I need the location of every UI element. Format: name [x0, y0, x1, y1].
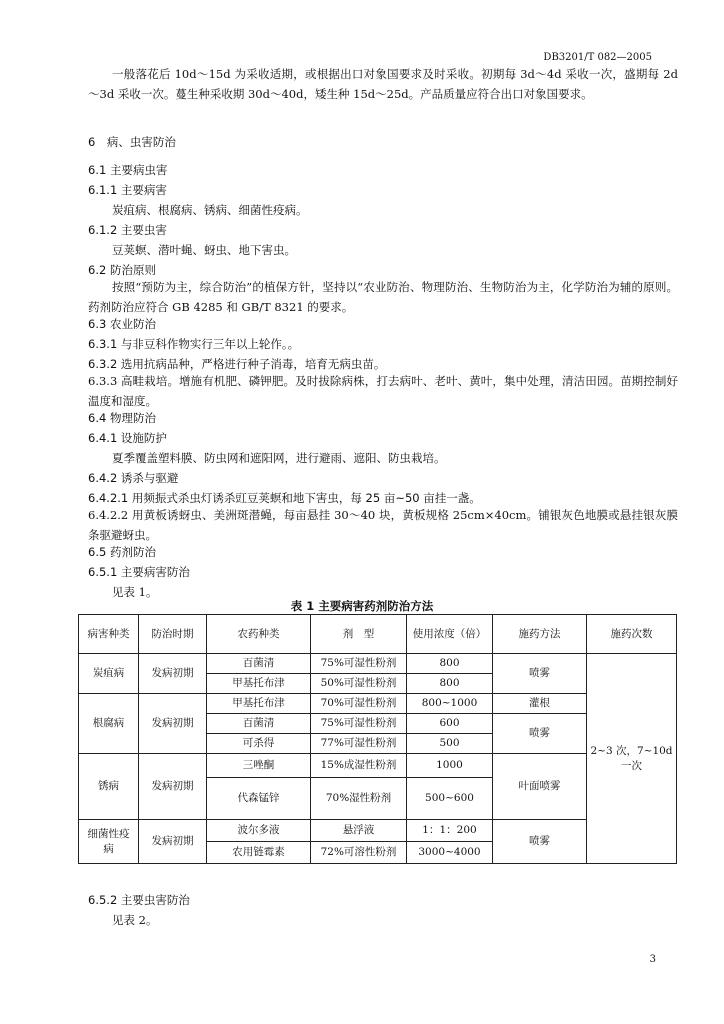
cell-form: 72%可溶性粉剂 — [311, 842, 407, 864]
cell-form: 70%湿性粉剂 — [311, 778, 407, 820]
cell-pesticide: 农用链霉素 — [207, 842, 311, 864]
section-6-2-title: 6.2 防治原则 — [88, 263, 156, 277]
document-id: DB3201/T 082—2005 — [543, 52, 652, 63]
section-6-1-2-text: 豆荚螟、潜叶蝇、蚜虫、地下害虫。 — [112, 243, 296, 257]
table-header-row — [79, 615, 677, 654]
table-1 — [78, 614, 677, 864]
cell-concentration: 1：1：200 — [407, 820, 493, 842]
table-row — [79, 654, 677, 674]
cell-method: 喷雾 — [493, 714, 587, 754]
section-6-3-1-text: 6.3.1 与非豆科作物实行三年以上轮作。。 — [88, 337, 300, 351]
header-period: 防治时期 — [139, 615, 207, 654]
section-6-4-2-title: 6.4.2 诱杀与驱避 — [88, 471, 179, 485]
header-disease: 病害种类 — [79, 615, 139, 654]
cell-form: 50%可湿性粉剂 — [311, 674, 407, 694]
cell-period: 发病初期 — [139, 654, 207, 694]
cell-times: 2~3 次，7~10d 一次 — [587, 654, 677, 864]
cell-concentration: 3000~4000 — [407, 842, 493, 864]
cell-method: 喷雾 — [493, 820, 587, 864]
cell-concentration: 800 — [407, 654, 493, 674]
cell-method: 喷雾 — [493, 654, 587, 694]
section-6-2-text: 按照“预防为主，综合防治”的植保方针，坚持以“农业防治、物理防治、生物防治为主，化学防治为辅的原则。药剂防治应符合 GB 4285 和 GB/T 8321 的要求。 — [88, 280, 678, 314]
cell-form: 70%可湿性粉剂 — [311, 694, 407, 714]
harvest-paragraph: 一般落花后 10d～15d 为采收适期，或根据出口对象国要求及时采收。初期每 3d～4d 采收一次，盛期每 2d～3d 采收一次。蔓生种采收期 30d～40d，矮生种 15d～25d。产品质量应符合出口对象国要求。 — [88, 67, 678, 101]
section-6-3-3-text: 6.3.3 高畦栽培。增施有机肥、磷钾肥。及时拔除病株，打去病叶、老叶、黄叶，集中处理，清洁田园。苗期控制好温度和湿度。 — [88, 374, 678, 408]
section-6-4-title: 6.4 物理防治 — [88, 411, 156, 425]
cell-disease: 锈病 — [79, 754, 139, 820]
cell-period: 发病初期 — [139, 694, 207, 754]
cell-form: 77%可湿性粉剂 — [311, 734, 407, 754]
cell-concentration: 500~600 — [407, 778, 493, 820]
cell-form: 75%可湿性粉剂 — [311, 714, 407, 734]
cell-form: 悬浮液 — [311, 820, 407, 842]
cell-form: 75%可湿性粉剂 — [311, 654, 407, 674]
cell-pesticide: 三唑酮 — [207, 754, 311, 778]
section-6-4-2-1-text: 6.4.2.1 用频振式杀虫灯诱杀豇豆荚螟和地下害虫，每 25 亩~50 亩挂一盏。 — [88, 491, 481, 505]
section-6-title: 6 病、虫害防治 — [88, 135, 176, 149]
header-form: 剂 型 — [311, 615, 407, 654]
section-6-1-title: 6.1 主要病虫害 — [88, 163, 168, 177]
section-6-5-1-text: 见表 1。 — [112, 585, 158, 599]
cell-concentration: 800 — [407, 674, 493, 694]
section-6-5-1-title: 6.5.1 主要病害防治 — [88, 565, 190, 579]
header-concentration: 使用浓度（倍） — [407, 615, 493, 654]
section-6-1-2-title: 6.1.2 主要虫害 — [88, 223, 167, 237]
section-6-5-title: 6.5 药剂防治 — [88, 545, 156, 559]
page-number: 3 — [649, 954, 656, 965]
cell-disease: 炭疽病 — [79, 654, 139, 694]
cell-pesticide: 代森锰锌 — [207, 778, 311, 820]
section-6-4-1-title: 6.4.1 设施防护 — [88, 431, 167, 445]
cell-concentration: 600 — [407, 714, 493, 734]
cell-disease: 根腐病 — [79, 694, 139, 754]
header-pesticide: 农药种类 — [207, 615, 311, 654]
cell-pesticide: 可杀得 — [207, 734, 311, 754]
section-6-5-2-title: 6.5.2 主要虫害防治 — [88, 893, 190, 907]
cell-pesticide: 波尔多液 — [207, 820, 311, 842]
cell-pesticide: 甲基托布津 — [207, 694, 311, 714]
cell-period: 发病初期 — [139, 754, 207, 820]
header-times: 施药次数 — [587, 615, 677, 654]
section-6-4-2-2-text: 6.4.2.2 用黄板诱蚜虫、美洲斑潜蝇，每亩悬挂 30～40 块，黄板规格 25cm×40cm。铺银灰色地膜或悬挂银灰膜条驱避蚜虫。 — [88, 508, 678, 542]
cell-pesticide: 甲基托布津 — [207, 674, 311, 694]
cell-form: 15%成湿性粉剂 — [311, 754, 407, 778]
cell-concentration: 800~1000 — [407, 694, 493, 714]
section-6-3-2-text: 6.3.2 选用抗病品种，严格进行种子消毒，培育无病虫苗。 — [88, 357, 386, 371]
cell-disease: 细菌性疫病 — [79, 820, 139, 864]
section-6-5-2-text: 见表 2。 — [112, 913, 158, 927]
header-method: 施药方法 — [493, 615, 587, 654]
cell-method: 灌根 — [493, 694, 587, 714]
cell-method: 叶面喷雾 — [493, 754, 587, 820]
cell-concentration: 500 — [407, 734, 493, 754]
section-6-1-1-title: 6.1.1 主要病害 — [88, 183, 167, 197]
cell-pesticide: 百菌清 — [207, 654, 311, 674]
table-1-caption: 表 1 主要病害药剂防治方法 — [290, 599, 434, 613]
cell-concentration: 1000 — [407, 754, 493, 778]
cell-pesticide: 百菌清 — [207, 714, 311, 734]
section-6-4-1-text: 夏季覆盖塑料膜、防虫网和遮阳网，进行避雨、遮阳、防虫栽培。 — [112, 451, 446, 465]
cell-period: 发病初期 — [139, 820, 207, 864]
section-6-3-title: 6.3 农业防治 — [88, 317, 156, 331]
section-6-1-1-text: 炭疽病、根腐病、锈病、细菌性疫病。 — [112, 203, 308, 217]
